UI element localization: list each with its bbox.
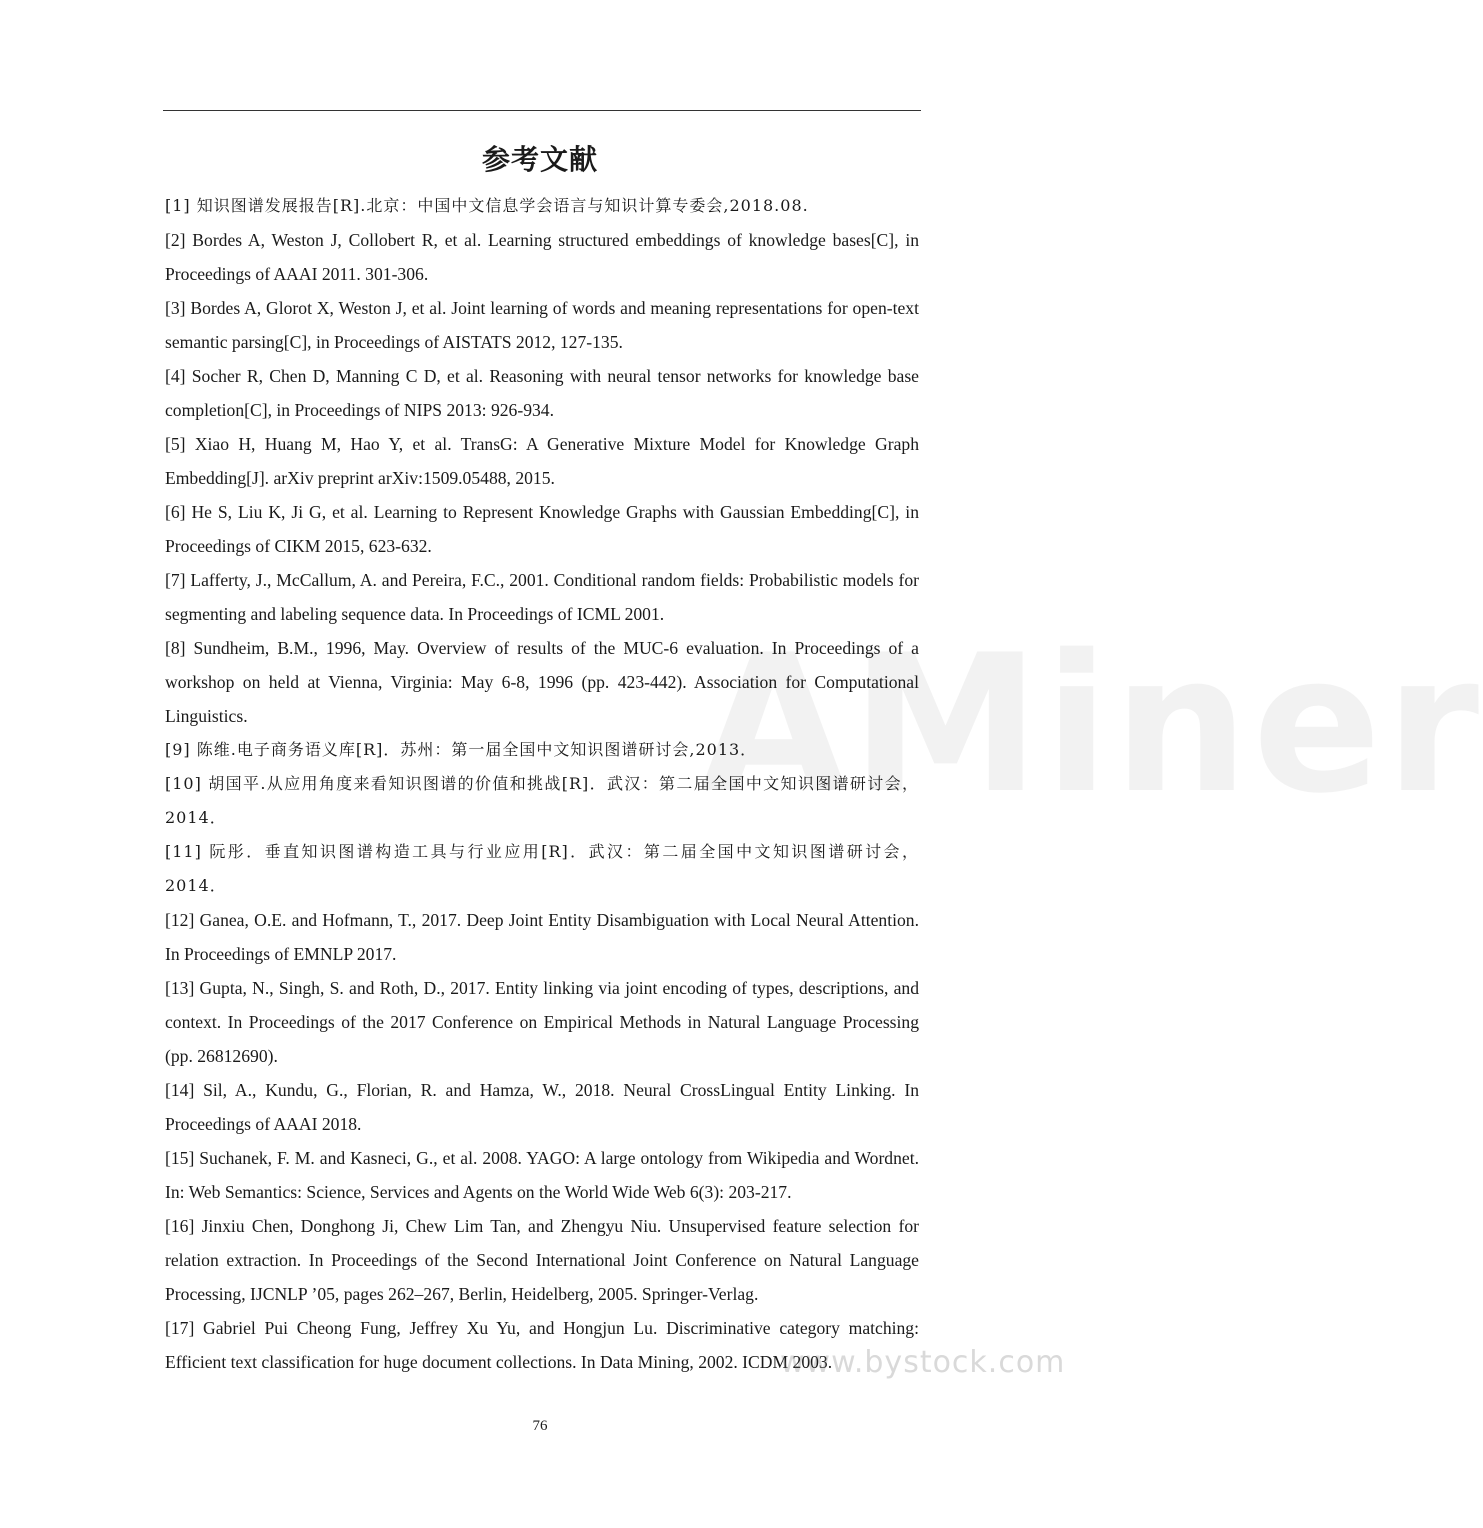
page-number: 76 <box>532 1418 548 1434</box>
reference-item: [6] He S, Liu K, Ji G, et al. Learning to Represent Knowledge Graphs with Gaussian Embedding[C], in Proceedings of CIKM 2015, 623-632. <box>165 502 919 556</box>
stock-watermark: www.bystock.com <box>780 1345 1066 1380</box>
reference-item: [5] Xiao H, Huang M, Hao Y, et al. TransG: A Generative Mixture Model for Knowledge Graph Embedding[J]. arXiv preprint arXiv:1509.05488, 2015. <box>165 434 919 488</box>
reference-item: [10] 胡国平.从应用角度来看知识图谱的价值和挑战[R]．武汉：第二届全国中文知识图谱研讨会，2014． <box>165 774 919 827</box>
reference-item: [17] Gabriel Pui Cheong Fung, Jeffrey Xu Yu, and Hongjun Lu. Discriminative category matching: Efficient text classification for huge document collections. In Data Mining, 2002. ICDM 2003. <box>165 1318 919 1372</box>
aminer-watermark: AMiner <box>700 614 1483 835</box>
reference-item: [11] 阮彤．垂直知识图谱构造工具与行业应用[R]．武汉：第二届全国中文知识图谱研讨会，2014． <box>165 842 919 895</box>
reference-item: [16] Jinxiu Chen, Donghong Ji, Chew Lim Tan, and Zhengyu Niu. Unsupervised feature selection for relation extraction. In Proceedings of the Second International Joint Conference on Natural Language Processing, IJCNLP ’05, pages 262–267, Berlin, Heidelberg, 2005. Springer-Verlag. <box>165 1216 919 1304</box>
reference-item: [1] 知识图谱发展报告[R].北京：中国中文信息学会语言与知识计算专委会,2018.08. <box>165 196 809 215</box>
reference-item: [14] Sil, A., Kundu, G., Florian, R. and Hamza, W., 2018. Neural CrossLingual Entity Linking. In Proceedings of AAAI 2018. <box>165 1080 919 1134</box>
reference-item: [13] Gupta, N., Singh, S. and Roth, D., 2017. Entity linking via joint encoding of types, descriptions, and context. In Proceedings of the 2017 Conference on Empirical Methods in Natural Language Processing (pp. 26812690). <box>165 978 919 1066</box>
reference-item: [3] Bordes A, Glorot X, Weston J, et al. Joint learning of words and meaning representations for open-text semantic parsing[C], in Proceedings of AISTATS 2012, 127-135. <box>165 298 919 352</box>
page-title: 参考文献 <box>481 143 598 176</box>
header-rule <box>163 110 921 111</box>
reference-item: [15] Suchanek, F. M. and Kasneci, G., et al. 2008. YAGO: A large ontology from Wikipedia and Wordnet. In: Web Semantics: Science, Services and Agents on the World Wide Web 6(3): 203-217. <box>165 1148 919 1202</box>
reference-item: [12] Ganea, O.E. and Hofmann, T., 2017. Deep Joint Entity Disambiguation with Local Neural Attention. In Proceedings of EMNLP 2017. <box>165 910 919 964</box>
reference-item: [4] Socher R, Chen D, Manning C D, et al. Reasoning with neural tensor networks for knowledge base completion[C], in Proceedings of NIPS 2013: 926-934. <box>165 366 919 420</box>
reference-list <box>165 189 919 1379</box>
reference-item: [9] 陈维.电子商务语义库[R]．苏州：第一届全国中文知识图谱研讨会,2013． <box>165 740 758 759</box>
reference-item: [8] Sundheim, B.M., 1996, May. Overview of results of the MUC-6 evaluation. In Proceedings of a workshop on held at Vienna, Virginia: May 6-8, 1996 (pp. 423-442). Association for Computational Linguistics. <box>165 638 919 726</box>
reference-item: [2] Bordes A, Weston J, Collobert R, et al. Learning structured embeddings of knowledge bases[C], in Proceedings of AAAI 2011. 301-306. <box>165 230 919 284</box>
reference-item: [7] Lafferty, J., McCallum, A. and Pereira, F.C., 2001. Conditional random fields: Probabilistic models for segmenting and labeling sequence data. In Proceedings of ICML 2001. <box>165 570 919 624</box>
